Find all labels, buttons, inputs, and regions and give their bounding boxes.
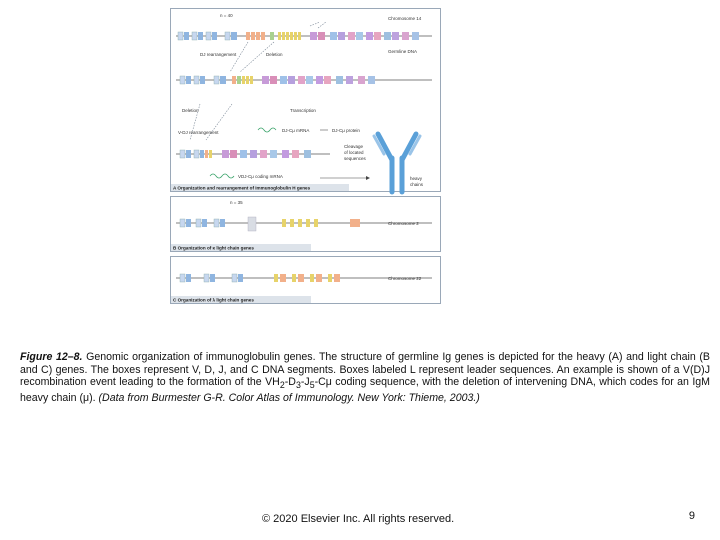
vdj-rearrangement-label: V-DJ rearrangement [178, 130, 219, 135]
coding-mrna-label: VDJ-Cμ coding mRNA [238, 174, 283, 179]
deletion2-label: Deletion [182, 108, 199, 113]
panel-a-n-label: n = 40 [220, 13, 233, 18]
caption-text-1: Genomic organization of immunoglobulin genes. The structure of germline Ig genes is depicted for the heavy (A) and light chain (B and C) genes. The boxes represent V, D, J, and C DNA segments. Boxes labeled L represent leader sequences. An example is shown of a V(D)J recombination event leading to the formation of the VH [20, 351, 710, 389]
dj-rearrangement-label: DJ rearrangement [200, 52, 237, 57]
caption-sub-2: 3 [295, 380, 301, 391]
caption-sub-1: 2 [279, 380, 285, 391]
panel-c-title: C Organization of λ light chain genes [173, 297, 254, 303]
cleavage-line-2: of located [344, 150, 364, 155]
caption-sub-3: 5 [309, 380, 315, 391]
figure-graphic [170, 8, 442, 304]
panel-a-title: A Organization and rearrangement of immunoglobulin H genes [173, 185, 311, 191]
figure-caption [20, 351, 710, 404]
immunoglobulin-gene-figure [170, 8, 442, 304]
caption-text-3: -J [300, 376, 310, 389]
mrna-label: DJ-Cμ mRNA [282, 128, 310, 133]
caption-text-2: -D [284, 376, 296, 389]
panel-b-n-label: n = 35 [230, 200, 243, 205]
germline-label: Germline DNA [388, 49, 418, 54]
panel-b-chromosome: Chromosome 2 [388, 221, 419, 226]
panel-a-chromosome: Chromosome 14 [388, 16, 422, 21]
transcription-label: Transcription [290, 108, 316, 113]
heavy-chain-line-2: chains [410, 182, 424, 187]
heavy-chain-line-1: heavy [410, 176, 423, 181]
panel-c-chromosome: Chromosome 22 [388, 276, 422, 281]
cleavage-line-1: Cleavage [344, 144, 364, 149]
protein-label: DJ-Cμ protein [332, 128, 360, 133]
panel-b-title: B Organization of κ light chain genes [173, 245, 254, 251]
copyright-footer: © 2020 Elsevier Inc. All rights reserved. [262, 513, 455, 525]
deletion-label: Deletion [266, 52, 283, 57]
caption-text-4: -Cμ coding sequence, with the deletion of intervening DNA, which codes for an IgM heavy chain (μ). [20, 376, 710, 404]
caption-source: (Data from Burmester G-R. Color Atlas of Immunology. New York: Thieme, 2003.) [98, 391, 480, 404]
caption-label: Figure 12–8. [20, 351, 83, 363]
cleavage-line-3: sequences [344, 156, 366, 161]
page-number: 9 [688, 510, 695, 522]
